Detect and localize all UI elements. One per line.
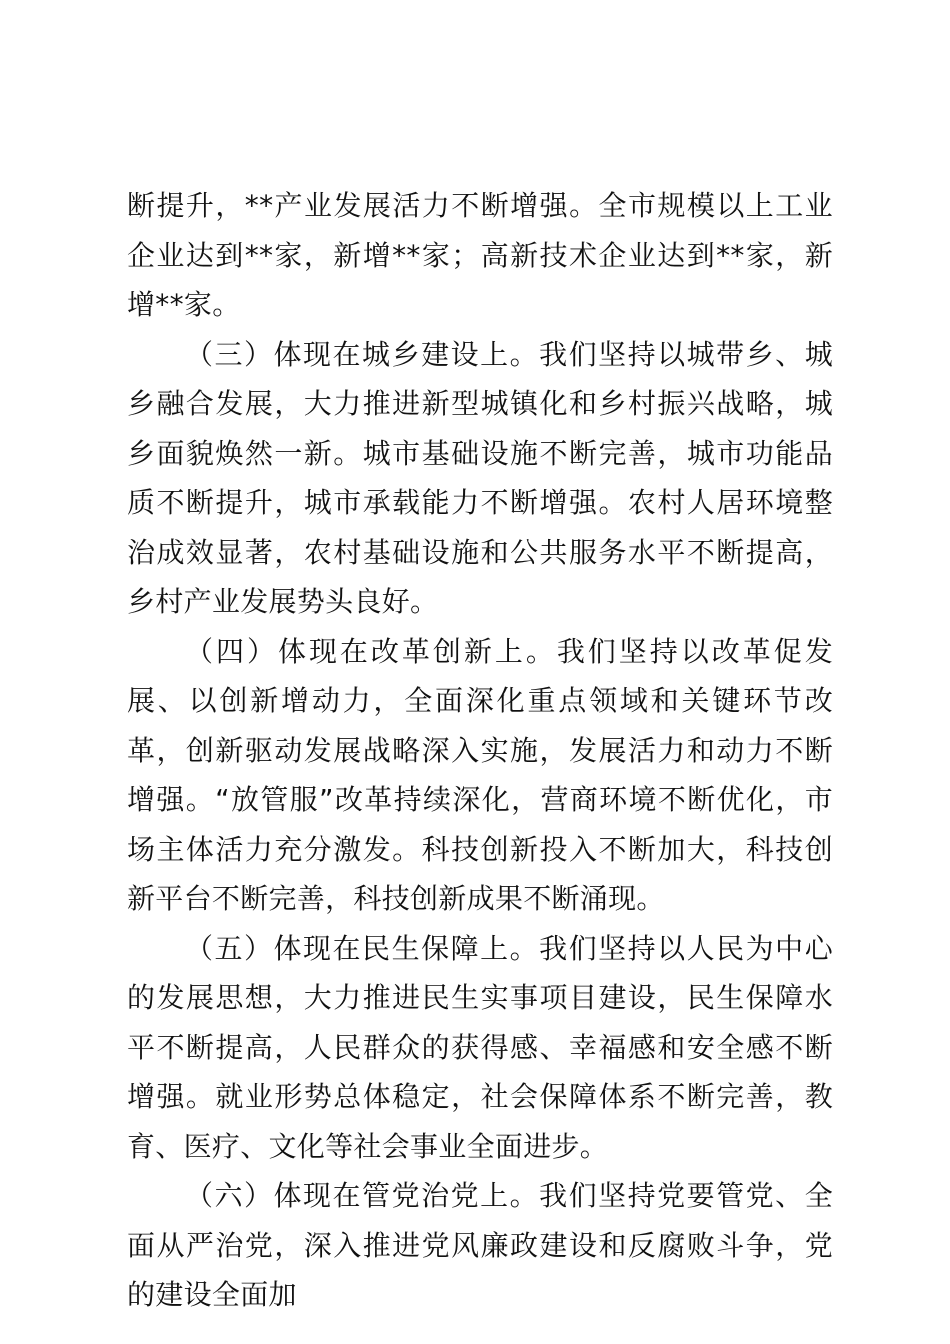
paragraph-reform-innovation: （四）体现在改革创新上。我们坚持以改革促发展、以创新增动力，全面深化重点领域和关键环节改革，创新驱动发展战略深入实施，发展活力和动力不断增强。“放管服”改革持续深化，营商环境不断优化，市场主体活力充分激发。科技创新投入不断加大，科技创新平台不断完善，科技创新成果不断涌现。 bbox=[127, 634, 833, 915]
paragraph-continuation: 断提升，**产业发展活力不断增强。全市规模以上工业企业达到**家，新增**家；高新技术企业达到**家，新增**家。 bbox=[127, 189, 833, 321]
body-text bbox=[127, 181, 833, 1320]
paragraph-livelihood: （五）体现在民生保障上。我们坚持以人民为中心的发展思想，大力推进民生实事项目建设，民生保障水平不断提高，人民群众的获得感、幸福感和安全感不断增强。就业形势总体稳定，社会保障体系不断完善，教育、医疗、文化等社会事业全面进步。 bbox=[127, 931, 833, 1163]
paragraph-urban-rural: （三）体现在城乡建设上。我们坚持以城带乡、城乡融合发展，大力推进新型城镇化和乡村振兴战略，城乡面貌焕然一新。城市基础设施不断完善，城市功能品质不断提升，城市承载能力不断增强。农村人居环境整治成效显著，农村基础设施和公共服务水平不断提高，乡村产业发展势头良好。 bbox=[127, 337, 833, 618]
paragraph-party-governance: （六）体现在管党治党上。我们坚持党要管党、全面从严治党，深入推进党风廉政建设和反腐败斗争，党的建设全面加 bbox=[127, 1179, 833, 1311]
